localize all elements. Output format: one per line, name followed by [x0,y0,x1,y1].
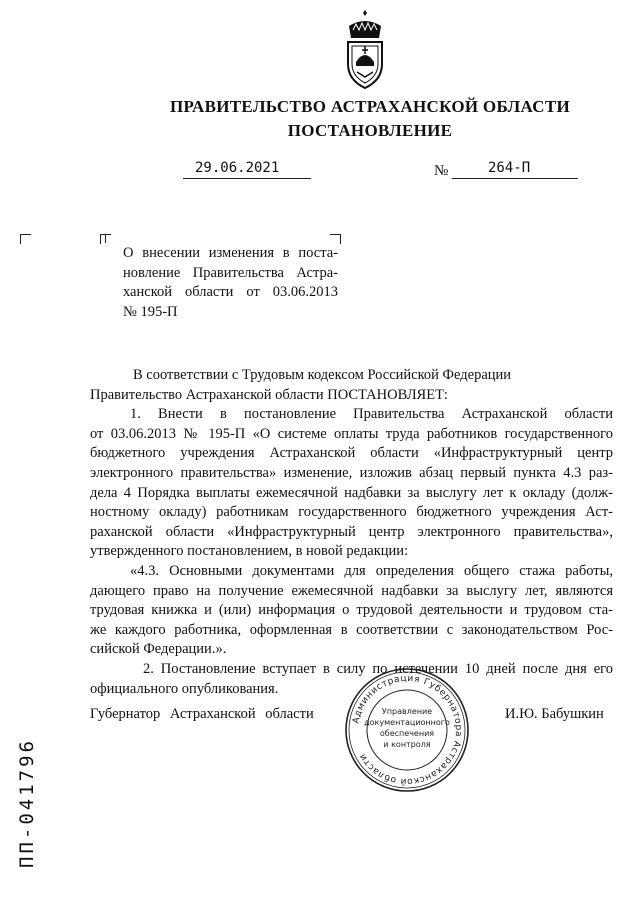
registration-code: ПП-041796 [16,738,38,868]
subject-line: ханской области от 03.06.2013 [123,284,338,300]
organization-title: ПРАВИТЕЛЬСТВО АСТРАХАНСКОЙ ОБЛАСТИ [170,97,570,116]
body-line: «4.3. Основными документами для определения общего стажа работы, [130,562,613,579]
seal-center-text: документационного [364,718,450,727]
body-line: 2. Постановление вступает в силу по истечении 10 дней после дня его [143,660,613,677]
body-line: электронного правительства» изменение, изложив абзац первый пункта 4.3 раз- [90,464,613,481]
body-line: 1. Внести в постановление Правительства Астраханской области [130,406,613,423]
corner-mark-subject-right [330,234,341,244]
subject-line: № 195-П [123,303,178,320]
document-body [90,366,613,699]
body-line: дела 4 Порядка выплаты ежемесячной надбавки за выслугу лет к окладу (долж- [90,484,613,501]
seal-center-text: и контроля [383,740,431,749]
body-line: раханской области «Инфраструктурный центр электронного правительства», [90,523,613,540]
body-line: трудовая книжка и (или) информация о трудовой деятельности и трудовом ста- [90,602,613,619]
signatory-position: Губернатор Астраханской области [90,706,314,722]
body-line: утвержденного постановлением, в новой редакции: [90,543,409,560]
body-line: Правительство Астраханской области ПОСТАНОВЛЯЕТ: [90,386,448,403]
coat-of-arms-emblem [340,8,390,92]
seal-center-text: Управление [381,707,433,716]
number-underline [452,178,578,179]
body-line: бюджетного учреждения Астраханской области «Инфраструктурный центр [90,445,613,462]
body-line: дающего право на получение ежемесячной надбавки за выслугу лет, являются [90,582,613,599]
seal-ring-text: Администрация Губернатора Астраханской области [351,673,464,787]
signatory-name: И.Ю. Бабушкин [505,706,604,722]
corner-mark-subject-tick [105,234,106,243]
subject-line: новление Правительства Астра- [123,264,338,281]
body-line: ностному окладу) работникам государственного бюджетного учреждения Аст- [90,504,613,521]
seal-center-text: обеспечения [379,729,435,738]
body-line: от 03.06.2013 № 195-П «О системе оплаты труда работников государственного [90,425,613,442]
document-date: 29.06.2021 [195,160,280,176]
body-line: же каждого работника, оформленная в соответствии с законодательством Рос- [90,621,613,638]
date-underline [183,178,311,179]
corner-mark-left [20,234,31,244]
subject-line: О внесении изменения в поста- [123,245,338,261]
document-number: 264-П [488,160,531,176]
number-sign: № [434,163,449,179]
body-line: В соответствии с Трудовым кодексом Российской Федерации [133,367,512,383]
official-seal [343,666,471,794]
document-type-title: ПОСТАНОВЛЕНИЕ [287,121,453,140]
body-line: официального опубликования. [90,680,279,697]
document-subject [123,244,338,322]
body-line: сийской Федерации.». [90,641,227,658]
